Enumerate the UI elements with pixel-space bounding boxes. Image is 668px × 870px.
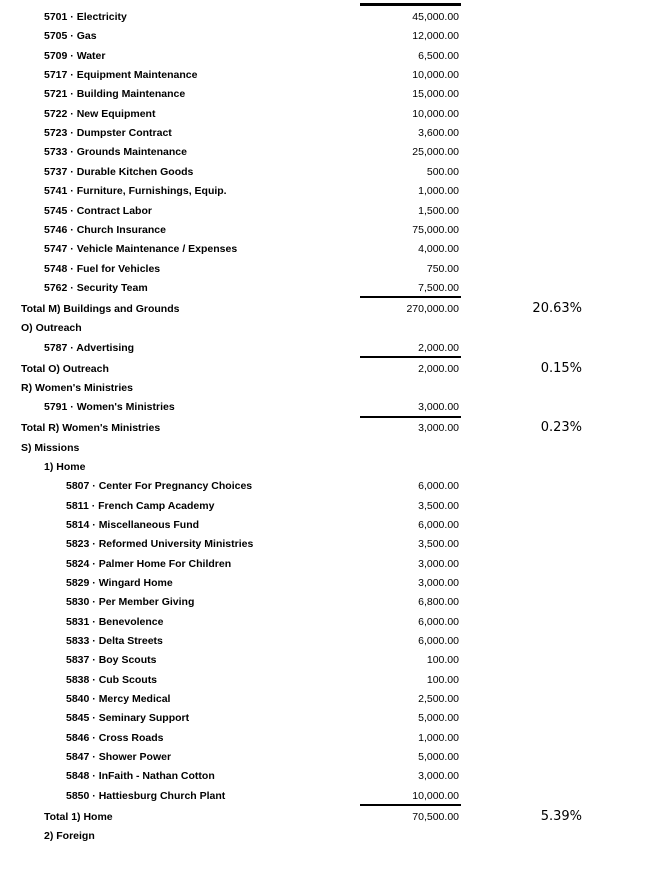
line-item-label: 5823 · Reformed University Ministries <box>66 538 254 551</box>
line-item-label: 5747 · Vehicle Maintenance / Expenses <box>44 243 238 256</box>
total-row-label: Total R) Women's Ministries <box>21 422 161 435</box>
total-row-label: Total 1) Home <box>44 810 113 823</box>
line-item-label: 5848 · InFaith - Nathan Cotton <box>66 770 215 783</box>
line-item-label: 5845 · Seminary Support <box>66 712 190 725</box>
line-item-amount: 3,500.00 <box>418 538 459 551</box>
line-item <box>0 105 668 125</box>
total-row-percent: 0.15% <box>540 360 582 376</box>
total-row-percent: 20.63% <box>532 300 582 316</box>
line-item-label: 5830 · Per Member Giving <box>66 596 195 609</box>
line-item-label: 5762 · Security Team <box>44 281 148 294</box>
line-item <box>0 748 668 768</box>
total-row <box>0 300 668 320</box>
total-row-amount: 2,000.00 <box>418 362 459 375</box>
line-item-label: 5791 · Women's Ministries <box>44 401 175 414</box>
line-item-amount: 10,000.00 <box>412 789 459 802</box>
line-item <box>0 339 668 359</box>
line-item-label: 5737 · Durable Kitchen Goods <box>44 165 194 178</box>
subsection-header <box>0 458 668 478</box>
line-item-amount: 15,000.00 <box>412 88 459 101</box>
total-row-percent: 5.39% <box>540 808 582 824</box>
total-row <box>0 360 668 380</box>
line-item-amount: 10,000.00 <box>412 107 459 120</box>
line-item <box>0 574 668 594</box>
section-header-label: R) Women's Ministries <box>21 381 133 394</box>
line-item-amount: 1,500.00 <box>418 204 459 217</box>
line-item <box>0 8 668 28</box>
line-item-amount: 10,000.00 <box>412 69 459 82</box>
line-item-amount: 100.00 <box>426 673 459 686</box>
line-item-label: 5847 · Shower Power <box>66 751 172 764</box>
line-item <box>0 671 668 691</box>
line-item-amount: 500.00 <box>426 165 459 178</box>
line-item <box>0 613 668 633</box>
total-row-percent: 0.23% <box>540 420 582 436</box>
line-item-label: 5733 · Grounds Maintenance <box>44 146 187 159</box>
line-item-label: 5717 · Equipment Maintenance <box>44 69 198 82</box>
total-row-amount: 3,000.00 <box>418 422 459 435</box>
line-item <box>0 124 668 144</box>
line-item <box>0 143 668 163</box>
line-item <box>0 593 668 613</box>
line-item-label: 5722 · New Equipment <box>44 107 156 120</box>
section-header <box>0 379 668 399</box>
line-item <box>0 690 668 710</box>
line-item <box>0 709 668 729</box>
line-item-label: 5850 · Hattiesburg Church Plant <box>66 789 226 802</box>
total-row-amount: 270,000.00 <box>406 302 459 315</box>
line-item <box>0 202 668 222</box>
line-item-amount: 3,000.00 <box>418 770 459 783</box>
line-item-amount: 6,000.00 <box>418 480 459 493</box>
line-item-amount: 6,000.00 <box>418 615 459 628</box>
subtotal-rule <box>360 416 461 418</box>
line-item-amount: 25,000.00 <box>412 146 459 159</box>
line-item-amount: 12,000.00 <box>412 30 459 43</box>
line-item-label: 5814 · Miscellaneous Fund <box>66 518 200 531</box>
subtotal-rule <box>360 804 461 806</box>
subsection-header-label: 2) Foreign <box>44 830 95 843</box>
subtotal-rule <box>360 356 461 358</box>
total-row <box>0 808 668 828</box>
line-item-label: 5829 · Wingard Home <box>66 576 173 589</box>
line-item-label: 5838 · Cub Scouts <box>66 673 158 686</box>
total-row-label: Total M) Buildings and Grounds <box>21 302 180 315</box>
line-item <box>0 535 668 555</box>
line-item-label: 5831 · Benevolence <box>66 615 164 628</box>
line-item-label: 5807 · Center For Pregnancy Choices <box>66 480 253 493</box>
line-item-amount: 3,000.00 <box>418 557 459 570</box>
line-item <box>0 555 668 575</box>
line-item <box>0 182 668 202</box>
line-item-amount: 5,000.00 <box>418 712 459 725</box>
line-item-amount: 6,800.00 <box>418 596 459 609</box>
line-item <box>0 240 668 260</box>
line-item-amount: 1,000.00 <box>418 185 459 198</box>
line-item <box>0 66 668 86</box>
line-item <box>0 279 668 299</box>
line-item-label: 5811 · French Camp Academy <box>66 499 215 512</box>
line-item-label: 5840 · Mercy Medical <box>66 693 171 706</box>
line-item-amount: 1,000.00 <box>418 731 459 744</box>
section-header <box>0 319 668 339</box>
line-item <box>0 729 668 749</box>
line-item-amount: 3,000.00 <box>418 401 459 414</box>
line-item-label: 5746 · Church Insurance <box>44 223 166 236</box>
line-item-amount: 3,600.00 <box>418 127 459 140</box>
line-item <box>0 477 668 497</box>
line-item <box>0 163 668 183</box>
line-item <box>0 398 668 418</box>
total-row-label: Total O) Outreach <box>21 362 109 375</box>
line-item-amount: 3,500.00 <box>418 499 459 512</box>
line-item <box>0 516 668 536</box>
line-item-amount: 2,000.00 <box>418 341 459 354</box>
line-item-amount: 7,500.00 <box>418 281 459 294</box>
line-item-amount: 100.00 <box>426 654 459 667</box>
line-item <box>0 260 668 280</box>
line-item-amount: 4,000.00 <box>418 243 459 256</box>
line-item-label: 5705 · Gas <box>44 30 97 43</box>
line-item-label: 5787 · Advertising <box>44 341 135 354</box>
line-item-label: 5745 · Contract Labor <box>44 204 152 217</box>
subsection-header <box>0 827 668 847</box>
total-row <box>0 419 668 439</box>
line-item-label: 5837 · Boy Scouts <box>66 654 157 667</box>
line-item <box>0 767 668 787</box>
line-item <box>0 651 668 671</box>
line-item-label: 5709 · Water <box>44 49 106 62</box>
line-item-amount: 6,500.00 <box>418 49 459 62</box>
line-item <box>0 47 668 67</box>
line-item-label: 5748 · Fuel for Vehicles <box>44 262 161 275</box>
line-item-amount: 2,500.00 <box>418 693 459 706</box>
subsection-header-label: 1) Home <box>44 460 86 473</box>
line-item <box>0 632 668 652</box>
line-item <box>0 787 668 807</box>
line-item-label: 5824 · Palmer Home For Children <box>66 557 232 570</box>
line-item <box>0 221 668 241</box>
line-item-label: 5723 · Dumpster Contract <box>44 127 172 140</box>
line-item <box>0 85 668 105</box>
line-item-amount: 5,000.00 <box>418 751 459 764</box>
line-item-amount: 6,000.00 <box>418 518 459 531</box>
line-item-label: 5741 · Furniture, Furnishings, Equip. <box>44 185 227 198</box>
line-item-amount: 750.00 <box>426 262 459 275</box>
section-header <box>0 439 668 459</box>
line-item-label: 5846 · Cross Roads <box>66 731 164 744</box>
line-item <box>0 27 668 47</box>
line-item-label: 5701 · Electricity <box>44 11 127 23</box>
line-item-amount: 6,000.00 <box>418 635 459 647</box>
subtotal-rule <box>360 296 461 298</box>
report-top-rule <box>360 3 461 6</box>
line-item-amount: 3,000.00 <box>418 576 459 589</box>
line-item-label: 5833 · Delta Streets <box>66 635 163 647</box>
section-header-label: O) Outreach <box>21 322 82 335</box>
line-item-label: 5721 · Building Maintenance <box>44 88 186 101</box>
section-header-label: S) Missions <box>21 441 80 454</box>
line-item <box>0 497 668 517</box>
total-row-amount: 70,500.00 <box>412 810 459 823</box>
line-item-amount: 45,000.00 <box>412 11 459 23</box>
line-item-amount: 75,000.00 <box>412 223 459 236</box>
